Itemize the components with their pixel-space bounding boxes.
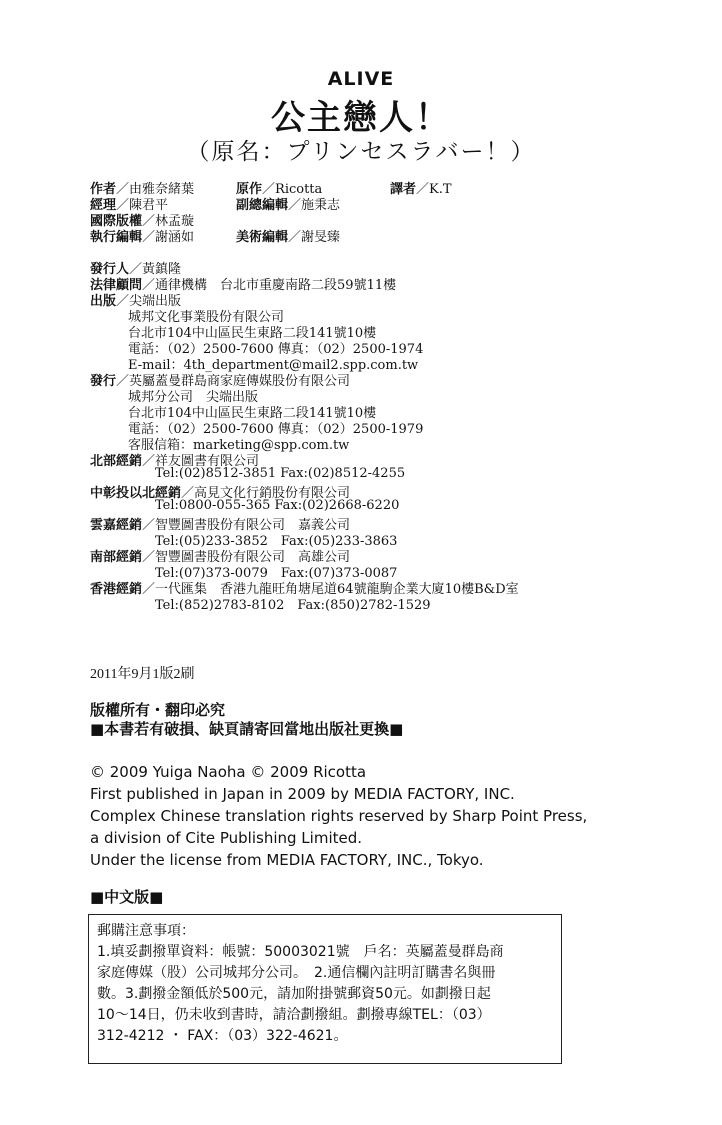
north-dealer-contact: Tel:(02)8512-3851 Fax:(02)8512-4255 <box>155 466 406 481</box>
edition-label: ■中文版■ <box>90 888 164 906</box>
central-dealer-contact: Tel:0800-055-365 Fax:(02)2668-6220 <box>155 498 400 513</box>
south-dealer: 南部經銷／智豐圖書股份有限公司 高雄公司 <box>90 550 351 565</box>
legal-line: 法律顧問／通律機構 台北市重慶南路二段59號11樓 <box>90 278 397 293</box>
mail-order-line: 10～14日，仍未收到書時，請洽劃撥組。劃撥專線TEL：（03） <box>97 1007 491 1023</box>
book-title: 公主戀人！ <box>271 98 451 138</box>
chiayi-dealer-contact: Tel:(05)233-3852 Fax:(05)233-3863 <box>155 534 398 549</box>
north-dealer: 北部經銷／祥友圖書有限公司 <box>90 454 260 469</box>
damage-notice: ■本書若有破損、缺頁請寄回當地出版社更換■ <box>90 720 404 738</box>
credit-manager: 經理／陳君平 <box>90 198 169 213</box>
credit-author: 作者／由雅奈緒葉 <box>90 182 195 197</box>
rights-notice: 版權所有・翻印必究 <box>90 701 226 719</box>
distribute-line: 發行／英屬蓋曼群島商家庭傳媒股份有限公司 <box>90 374 351 389</box>
credit-translator: 譯者／K.T <box>390 182 452 197</box>
mail-order-line: 家庭傳媒（股）公司城邦分公司。 2.通信欄內註明訂購書名與冊 <box>97 965 496 981</box>
mail-order-box <box>88 914 562 1064</box>
mail-order-title: 郵購注意事項： <box>97 923 195 939</box>
credit-original: 原作／Ricotta <box>236 182 323 197</box>
credit-intl-rights: 國際版權／林孟璇 <box>90 214 195 229</box>
hk-dealer: 香港經銷／一代匯集 香港九龍旺角塘尾道64號龍駒企業大廈10樓B&D室 <box>90 582 519 597</box>
distribute-address: 台北市104中山區民生東路二段141號10樓 <box>128 406 377 421</box>
distribute-phone: 電話：（02）2500-7600 傳真：（02）2500-1979 <box>128 422 424 437</box>
publish-phone: 電話：（02）2500-7600 傳真：（02）2500-1974 <box>128 342 424 357</box>
copyright-line: Under the license from MEDIA FACTORY, INC., Tokyo. <box>90 851 484 869</box>
distribute-email: 客服信箱：marketing@spp.com.tw <box>128 438 350 453</box>
copyright-line: a division of Cite Publishing Limited. <box>90 829 363 847</box>
publish-email: E-mail：4th_department@mail2.spp.com.tw <box>128 358 419 373</box>
hk-dealer-contact: Tel:(852)2783-8102 Fax:(850)2782-1529 <box>155 598 431 613</box>
copyright-line: First published in Japan in 2009 by MEDIA FACTORY, INC. <box>90 785 515 803</box>
publish-address: 台北市104中山區民生東路二段141號10樓 <box>128 326 377 341</box>
mail-order-line: 數。3.劃撥金額低於500元，請加附掛號郵資50元。如劃撥日起 <box>97 986 491 1002</box>
distribute-branch: 城邦分公司 尖端出版 <box>128 390 259 405</box>
mail-order-line: 312-4212 ・ FAX：（03）322-4621。 <box>97 1028 348 1044</box>
copyright-line: Complex Chinese translation rights reserved by Sharp Point Press, <box>90 807 588 825</box>
copyright-line: © 2009 Yuiga Naoha © 2009 Ricotta <box>90 763 367 781</box>
credit-exec-editor: 執行編輯／謝涵如 <box>90 230 195 245</box>
central-dealer: 中彰投以北經銷／高見文化行銷股份有限公司 <box>90 486 351 501</box>
issuer-line: 發行人／黃鎮隆 <box>90 262 182 277</box>
chiayi-dealer: 雲嘉經銷／智豐圖書股份有限公司 嘉義公司 <box>90 518 351 533</box>
credit-deputy-editor: 副總編輯／施秉志 <box>236 198 341 213</box>
print-date: 2011年9月1版2刷 <box>90 667 195 682</box>
publish-company: 城邦文化事業股份有限公司 <box>128 310 285 325</box>
credit-art-editor: 美術編輯／謝旻臻 <box>236 230 341 245</box>
mail-order-line: 1.填妥劃撥單資料：帳號：50003021號 戶名：英屬蓋曼群島商 <box>97 944 504 960</box>
publish-line: 出版／尖端出版 <box>90 294 182 309</box>
original-title: （原名：プリンセスラバー！） <box>186 139 536 165</box>
south-dealer-contact: Tel:(07)373-0079 Fax:(07)373-0087 <box>155 566 398 581</box>
series-name: ALIVE <box>327 68 395 90</box>
